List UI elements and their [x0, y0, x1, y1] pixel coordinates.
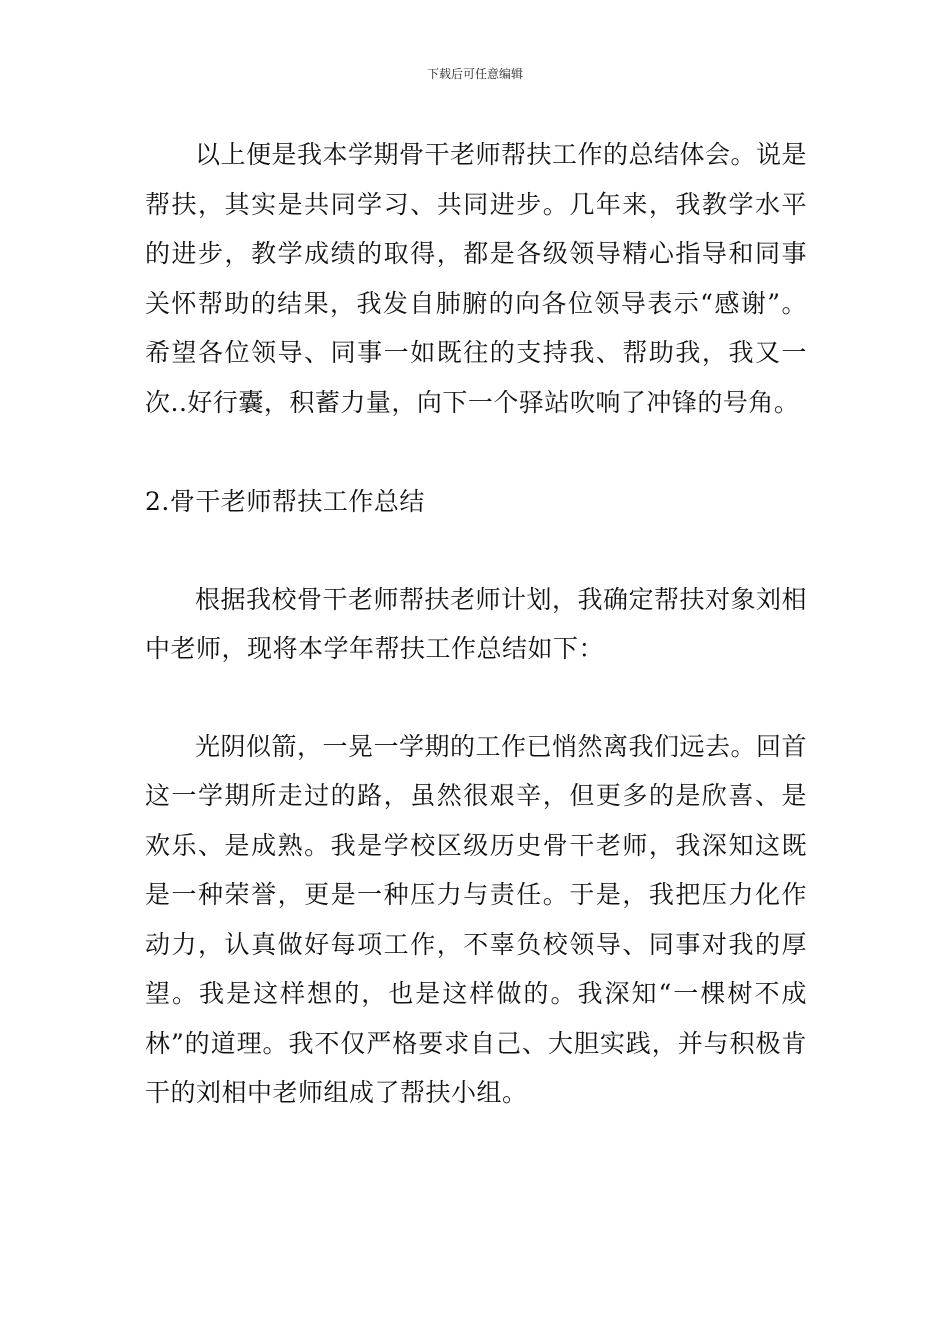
- paragraph-plan: 根据我校骨干老师帮扶老师计划，我确定帮扶对象刘相中老师，现将本学年帮扶工作总结如下：: [145, 584, 808, 663]
- section-heading: 2.骨干老师帮扶工作总结: [145, 487, 425, 516]
- page-header: 下载后可任意编辑: [426, 67, 523, 81]
- paragraph-summary: 以上便是我本学期骨干老师帮扶工作的总结体会。说是帮扶，其实是共同学习、共同进步。几年来，我教学水平的进步，教学成绩的取得，都是各级领导精心指导和同事关怀帮助的结果，我发自肺腑的向各位领导表示“感谢”。希望各位领导、同事一如既往的支持我、帮助我，我又一次..好行囊，积蓄力量，向下一个驿站吹响了冲锋的号角。: [145, 140, 808, 417]
- document-body: [145, 130, 807, 1118]
- paragraph-reflection: 光阴似箭，一晃一学期的工作已悄然离我们远去。回首这一学期所走过的路，虽然很艰辛，但更多的是欣喜、是欢乐、是成熟。我是学校区级历史骨干老师，我深知这既是一种荣誉，更是一种压力与责任。于是，我把压力化作动力，认真做好每项工作，不辜负校领导、同事对我的厚望。我是这样想的，也是这样做的。我深知“一棵树不成林”的道理。我不仅严格要求自己、大胆实践，并与积极肯干的刘相中老师组成了帮扶小组。: [145, 731, 808, 1107]
